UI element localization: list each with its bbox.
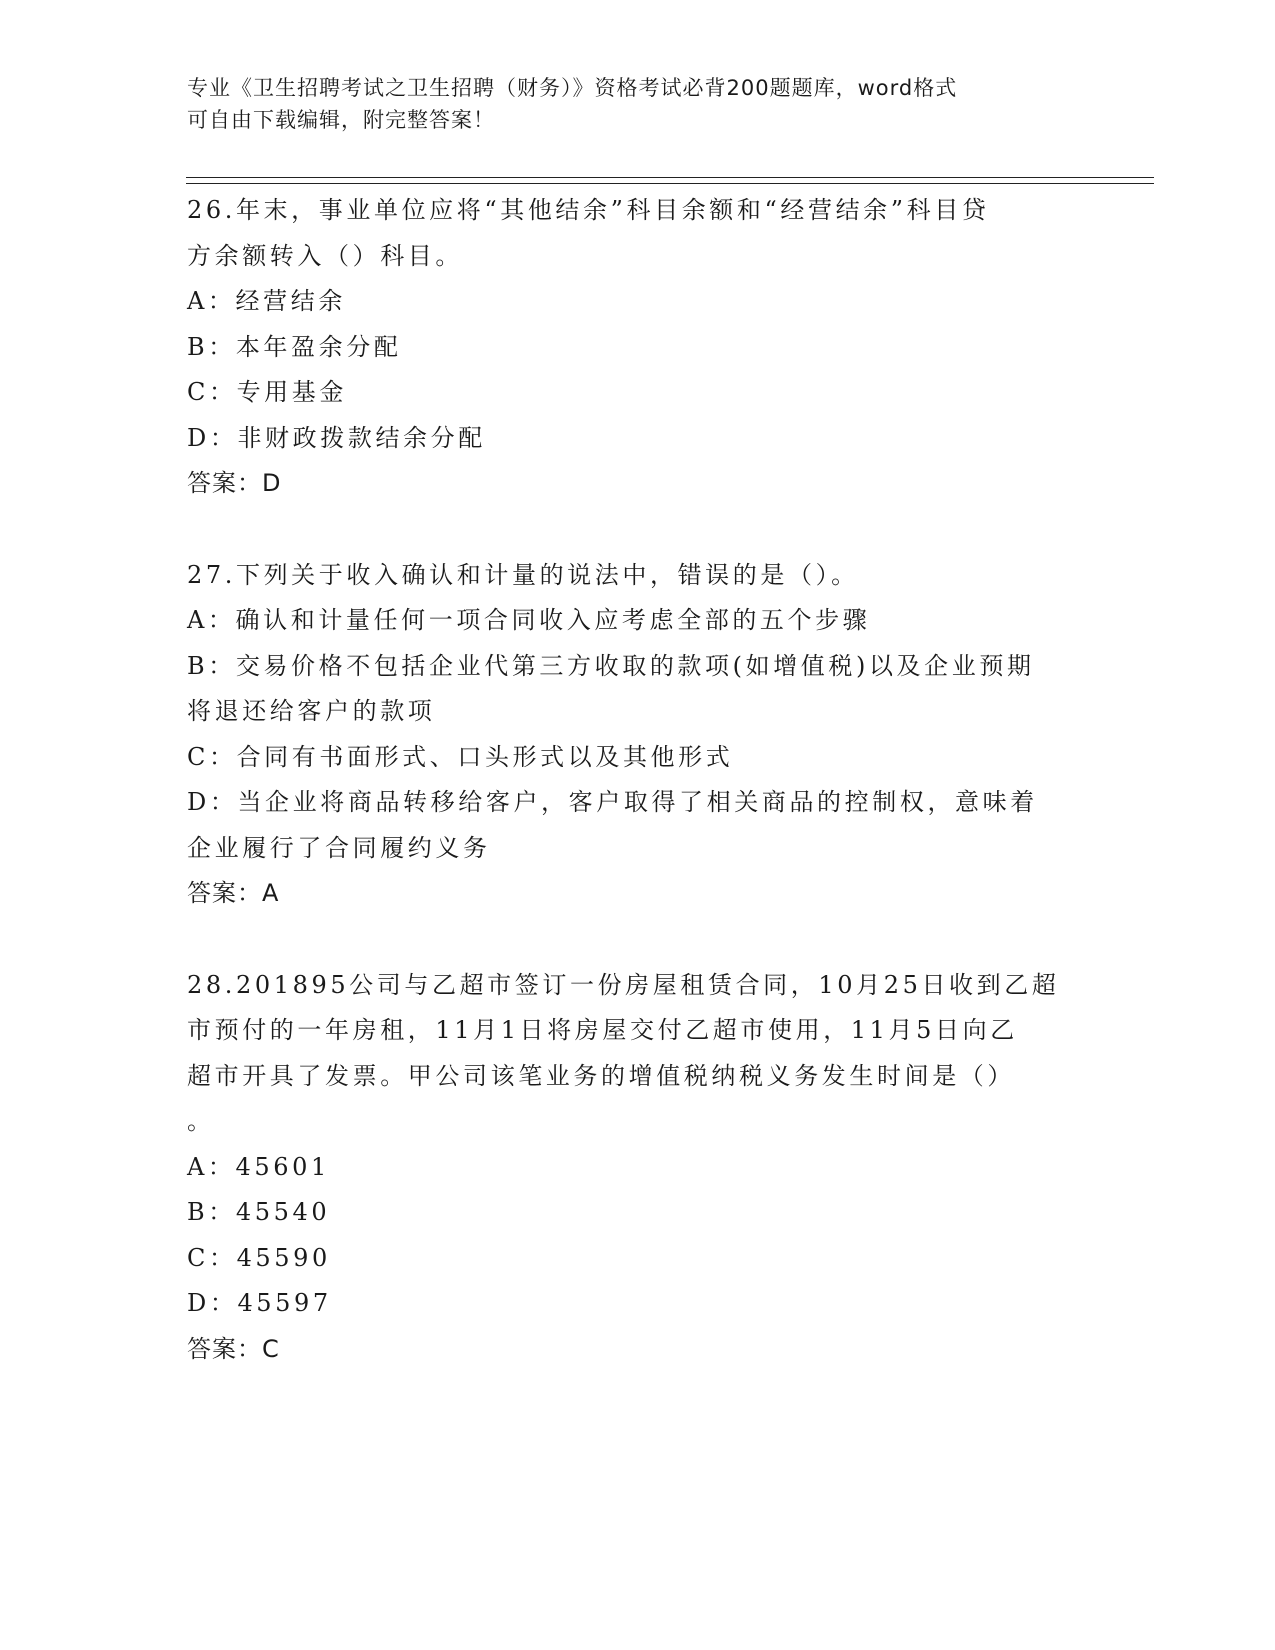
- spacer: [187, 917, 1087, 963]
- header-line: 专业《卫生招聘考试之卫生招聘（财务）》资格考试必背200题题库，word格式: [187, 76, 958, 100]
- option-b: [187, 325, 1087, 371]
- question-text-line: 。: [187, 1107, 215, 1135]
- header-divider-bottom: [186, 183, 1154, 184]
- question-list: [187, 188, 1087, 1372]
- question-text-line: 27.下列关于收入确认和计量的说法中，错误的是（）。: [187, 560, 859, 589]
- option-a: [187, 1145, 1087, 1191]
- question-text-line: 28.201895公司与乙超市签订一份房屋租赁合同，10月25日收到乙超: [187, 970, 1060, 999]
- question-text-line: 方余额转入（）科目。: [187, 241, 463, 270]
- option-line: A：45601: [187, 1152, 330, 1181]
- option-c: [187, 370, 1087, 416]
- option-line: C：专用基金: [187, 378, 347, 406]
- option-d: [187, 1281, 1087, 1327]
- option-line: D：45597: [187, 1289, 332, 1317]
- option-line: 将退还给客户的款项: [187, 697, 436, 725]
- question-26: [187, 188, 1087, 507]
- header-divider-top: [186, 177, 1154, 178]
- document-header: [187, 72, 1067, 136]
- answer-text: 答案：C: [187, 1334, 280, 1363]
- question-28: [187, 963, 1087, 1373]
- option-d: [187, 780, 1087, 871]
- option-line: D：当企业将商品转移给客户，客户取得了相关商品的控制权，意味着: [187, 788, 1038, 816]
- answer-text: 答案：A: [187, 879, 280, 907]
- option-c: [187, 1236, 1087, 1282]
- option-d: [187, 416, 1087, 462]
- header-line: 可自由下载编辑，附完整答案！: [187, 108, 495, 132]
- option-c: [187, 735, 1087, 781]
- question-text: [187, 553, 1087, 599]
- question-text-line: 市预付的一年房租，11月1日将房屋交付乙超市使用，11月5日向乙: [187, 1016, 1018, 1044]
- option-a: [187, 598, 1087, 644]
- question-text-line: 26.年末，事业单位应将“其他结余”科目余额和“经营结余”科目贷: [187, 196, 990, 224]
- option-a: [187, 279, 1087, 325]
- question-text: [187, 188, 1087, 279]
- option-line: 企业履行了合同履约义务: [187, 833, 491, 862]
- spacer: [187, 507, 1087, 553]
- option-b: [187, 1190, 1087, 1236]
- question-27: [187, 553, 1087, 917]
- option-line: D：非财政拨款结余分配: [187, 423, 486, 452]
- question-text-line: 超市开具了发票。甲公司该笔业务的增值税纳税义务发生时间是（）: [187, 1061, 1015, 1090]
- option-line: A：确认和计量任何一项合同收入应考虑全部的五个步骤: [187, 606, 871, 634]
- option-line: B：45540: [187, 1198, 331, 1226]
- question-text: [187, 963, 1087, 1145]
- option-line: B：交易价格不包括企业代第三方收取的款项(如增值税)以及企业预期: [187, 651, 1035, 680]
- option-b: [187, 644, 1087, 735]
- option-line: A：经营结余: [187, 287, 346, 315]
- option-line: C：合同有书面形式、口头形式以及其他形式: [187, 742, 734, 771]
- answer-text: 答案：D: [187, 469, 282, 497]
- option-line: C：45590: [187, 1243, 331, 1272]
- option-line: B：本年盈余分配: [187, 332, 402, 361]
